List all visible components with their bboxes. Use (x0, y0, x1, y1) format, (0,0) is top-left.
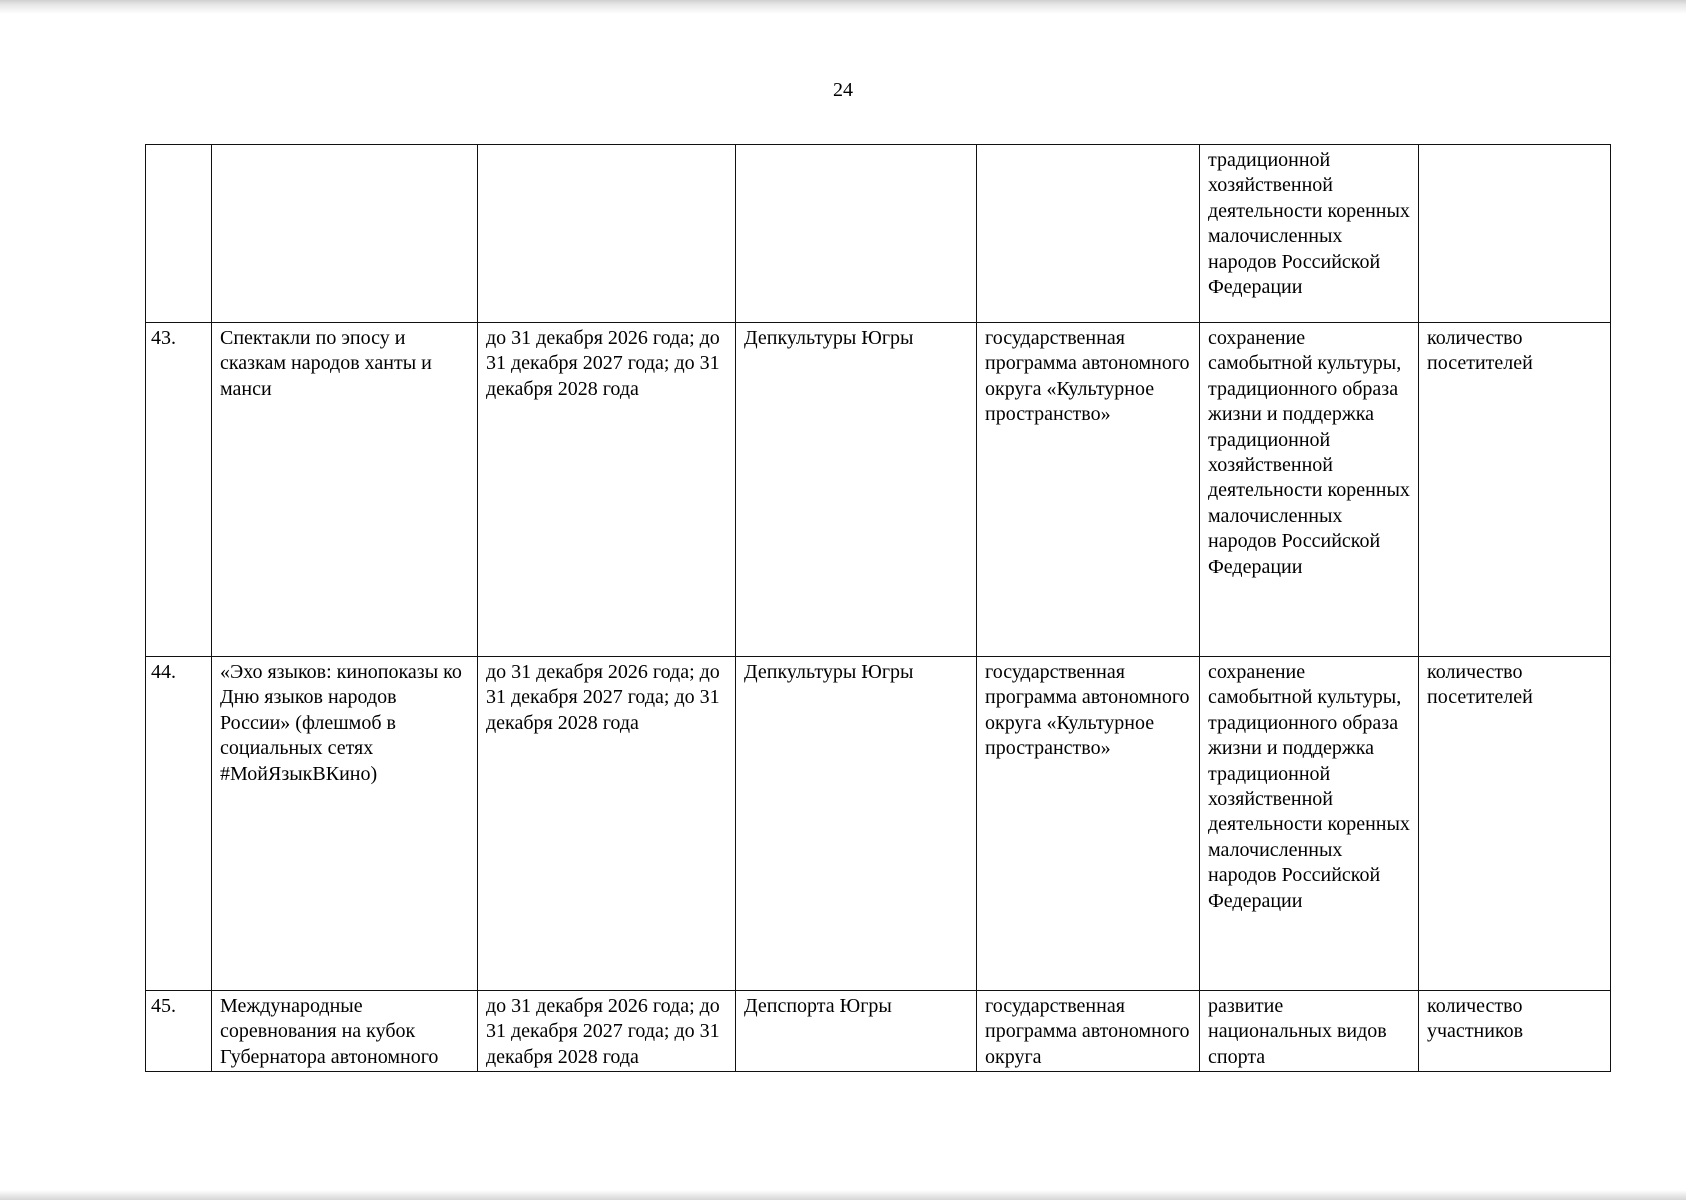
row-number-cell: 45. (146, 991, 212, 1072)
funding-source-cell (977, 145, 1200, 323)
deadline-cell: до 31 декабря 2026 года; до 31 декабря 2027 года; до 31 декабря 2028 года (478, 657, 736, 991)
scan-edge-top (0, 0, 1686, 14)
row-number-cell: 44. (146, 657, 212, 991)
table-row (146, 323, 1611, 657)
indicator-cell: количество посетителей (1419, 657, 1611, 991)
executor-cell: Депкультуры Югры (736, 323, 977, 657)
deadline-cell: до 31 декабря 2026 года; до 31 декабря 2027 года; до 31 декабря 2028 года (478, 323, 736, 657)
event-name-cell: Спектакли по эпосу и сказкам народов ханты и манси (212, 323, 478, 657)
goal-cell: традиционной хозяйственной деятельности коренных малочисленных народов Российской Федерации (1200, 145, 1419, 323)
scan-edge-bottom (0, 1190, 1686, 1200)
executor-cell: Депспорта Югры (736, 991, 977, 1072)
table-row (146, 657, 1611, 991)
goal-cell: развитие национальных видов спорта (1200, 991, 1419, 1072)
event-name-cell (212, 145, 478, 323)
table-row (146, 991, 1611, 1072)
event-name-cell: Международные соревнования на кубок Губернатора автономного (212, 991, 478, 1072)
page-number: 24 (833, 79, 853, 101)
funding-source-cell: государственная программа автономного округа «Культурное пространство» (977, 657, 1200, 991)
funding-source-cell: государственная программа автономного округа «Культурное пространство» (977, 323, 1200, 657)
funding-source-cell: государственная программа автономного округа (977, 991, 1200, 1072)
plan-table (145, 144, 1611, 1072)
row-number-cell (146, 145, 212, 323)
event-name-cell: «Эхо языков: кинопоказы ко Дню языков народов России» (флешмоб в социальных сетях #МойЯзыкВКино) (212, 657, 478, 991)
indicator-cell: количество посетителей (1419, 323, 1611, 657)
executor-cell: Депкультуры Югры (736, 657, 977, 991)
goal-cell: сохранение самобытной культуры, традиционного образа жизни и поддержка традиционной хозяйственной деятельности коренных малочисленных народов Российской Федерации (1200, 323, 1419, 657)
deadline-cell (478, 145, 736, 323)
indicator-cell (1419, 145, 1611, 323)
goal-cell: сохранение самобытной культуры, традиционного образа жизни и поддержка традиционной хозяйственной деятельности коренных малочисленных народов Российской Федерации (1200, 657, 1419, 991)
indicator-cell: количество участников (1419, 991, 1611, 1072)
table-row (146, 145, 1611, 323)
executor-cell (736, 145, 977, 323)
deadline-cell: до 31 декабря 2026 года; до 31 декабря 2027 года; до 31 декабря 2028 года (478, 991, 736, 1072)
row-number-cell: 43. (146, 323, 212, 657)
